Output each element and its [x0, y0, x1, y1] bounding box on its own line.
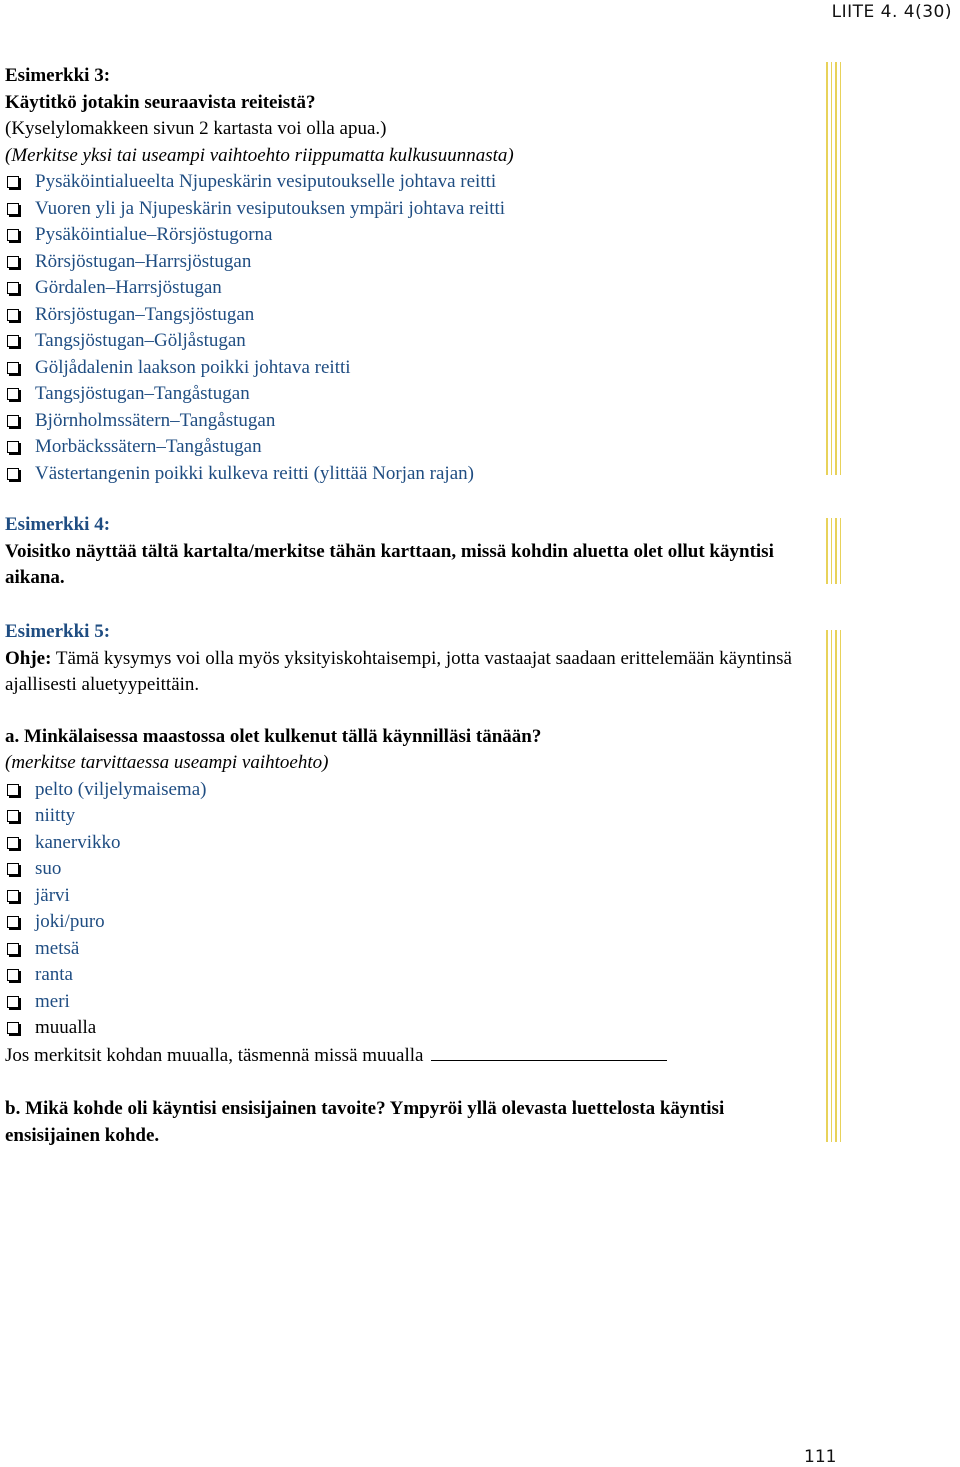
- question-b: b. Mikä kohde oli käyntisi ensisijainen tavoite? Ympyröi yllä olevasta luettelosta käyntisi ensisijainen kohde.: [5, 1098, 725, 1146]
- checkbox[interactable]: [7, 282, 19, 294]
- option-item[interactable]: [5, 803, 795, 830]
- example3-options: [5, 169, 795, 487]
- option-label: meri: [35, 990, 70, 1012]
- option-item[interactable]: [5, 328, 795, 355]
- checkbox[interactable]: [7, 810, 19, 822]
- checkbox[interactable]: [7, 969, 19, 981]
- option-item[interactable]: [5, 408, 795, 435]
- option-item[interactable]: [5, 777, 795, 804]
- option-label: Tangsjöstugan–Tangåstugan: [35, 383, 250, 404]
- example3-section: [5, 63, 795, 487]
- option-item[interactable]: [5, 381, 795, 408]
- option-label: kanervikko: [35, 831, 121, 853]
- option-label: joki/puro: [35, 911, 105, 932]
- example5-section: [5, 619, 795, 1149]
- option-label: Morbäckssätern–Tangåstugan: [35, 436, 262, 457]
- example5-options: [5, 777, 795, 1016]
- guide-text: Tämä kysymys voi olla myös yksityiskohtaisempi, jotta vastaajat saadaan erittelemään käyntinsä ajallisesti aluetyypeittäin.: [5, 647, 792, 695]
- option-item[interactable]: [5, 936, 795, 963]
- option-item[interactable]: [5, 249, 795, 276]
- option-label: Pysäköintialue–Rörsjöstugorna: [35, 224, 273, 245]
- checkbox[interactable]: [7, 890, 19, 902]
- example5-guide: [5, 646, 795, 699]
- example5-title: Esimerkki 5:: [5, 621, 111, 642]
- page-number: 111: [804, 1447, 837, 1467]
- checkbox[interactable]: [7, 943, 19, 955]
- option-label: Göljådalenin laakson poikki johtava reitti: [35, 356, 351, 378]
- option-label: Vuoren yli ja Njupeskärin vesiputouksen ympäri johtava reitti: [35, 197, 506, 219]
- example4-question: Voisitko näyttää tältä kartalta/merkitse tähän karttaan, missä kohdin aluetta olet ollut käyntisi aikana.: [5, 540, 774, 588]
- option-item[interactable]: [5, 275, 795, 302]
- option-item[interactable]: [5, 461, 795, 488]
- checkbox[interactable]: [7, 837, 19, 849]
- option-item[interactable]: [5, 222, 795, 249]
- option-label: Pysäköintialueelta Njupeskärin vesiputoukselle johtava reitti: [35, 171, 497, 192]
- guide-label: Ohje:: [5, 647, 52, 669]
- option-label: pelto (viljelymaisema): [35, 778, 207, 800]
- checkbox[interactable]: [7, 309, 19, 321]
- checkbox[interactable]: [7, 1022, 19, 1034]
- checkbox[interactable]: [7, 863, 19, 875]
- option-item[interactable]: [5, 883, 795, 910]
- specify-row: [5, 1042, 795, 1070]
- option-item[interactable]: [5, 989, 795, 1016]
- option-label: suo: [35, 858, 62, 879]
- margin-bar-example4: [826, 518, 841, 584]
- margin-bar-example3: [826, 62, 841, 475]
- option-item[interactable]: [5, 169, 795, 196]
- question-a: a. Minkälaisessa maastossa olet kulkenut tällä käynnilläsi tänään?: [5, 725, 542, 747]
- option-item[interactable]: [5, 830, 795, 857]
- example4-section: [5, 512, 795, 592]
- option-label: Björnholmssätern–Tangåstugan: [35, 409, 276, 431]
- checkbox[interactable]: [7, 916, 19, 928]
- option-item[interactable]: [5, 856, 795, 883]
- checkbox[interactable]: [7, 415, 19, 427]
- option-label: Västertangenin poikki kulkeva reitti (ylittää Norjan rajan): [35, 462, 474, 484]
- option-item[interactable]: [5, 196, 795, 223]
- option-item[interactable]: [5, 962, 795, 989]
- example3-title: Esimerkki 3:: [5, 65, 111, 86]
- checkbox[interactable]: [7, 996, 19, 1008]
- appendix-label: LIITE 4. 4(30): [831, 2, 952, 22]
- instruction-a: (merkitse tarvittaessa useampi vaihtoehto): [5, 752, 329, 773]
- option-item[interactable]: [5, 909, 795, 936]
- checkbox[interactable]: [7, 441, 19, 453]
- checkbox[interactable]: [7, 335, 19, 347]
- example3-instruction: (Merkitse yksi tai useampi vaihtoehto riippumatta kulkusuunnasta): [5, 144, 514, 166]
- specify-text: Jos merkitsit kohdan muualla, täsmennä missä muualla: [5, 1044, 424, 1066]
- option-label: Gördalen–Harrsjöstugan: [35, 277, 222, 298]
- checkbox[interactable]: [7, 388, 19, 400]
- option-other[interactable]: [5, 1015, 795, 1042]
- option-label: ranta: [35, 964, 73, 985]
- example4-title: Esimerkki 4:: [5, 514, 111, 535]
- option-label: Tangsjöstugan–Göljåstugan: [35, 330, 246, 351]
- option-item[interactable]: [5, 302, 795, 329]
- option-label: metsä: [35, 937, 80, 959]
- option-label: Rörsjöstugan–Harrsjöstugan: [35, 250, 252, 272]
- option-item[interactable]: [5, 355, 795, 382]
- option-label: Rörsjöstugan–Tangsjöstugan: [35, 303, 255, 325]
- checkbox[interactable]: [7, 468, 19, 480]
- specify-answer-line[interactable]: [431, 1042, 667, 1061]
- margin-bar-example5: [826, 630, 841, 1142]
- option-label: järvi: [35, 884, 70, 906]
- checkbox[interactable]: [7, 203, 19, 215]
- option-item[interactable]: [5, 434, 795, 461]
- example3-question: Käytitkö jotakin seuraavista reiteistä?: [5, 91, 316, 113]
- option-label: niitty: [35, 805, 76, 826]
- checkbox[interactable]: [7, 176, 19, 188]
- checkbox[interactable]: [7, 784, 19, 796]
- checkbox[interactable]: [7, 256, 19, 268]
- option-other-label: muualla: [35, 1017, 97, 1038]
- example3-note: (Kyselylomakkeen sivun 2 kartasta voi olla apua.): [5, 118, 387, 139]
- checkbox[interactable]: [7, 362, 19, 374]
- checkbox[interactable]: [7, 229, 19, 241]
